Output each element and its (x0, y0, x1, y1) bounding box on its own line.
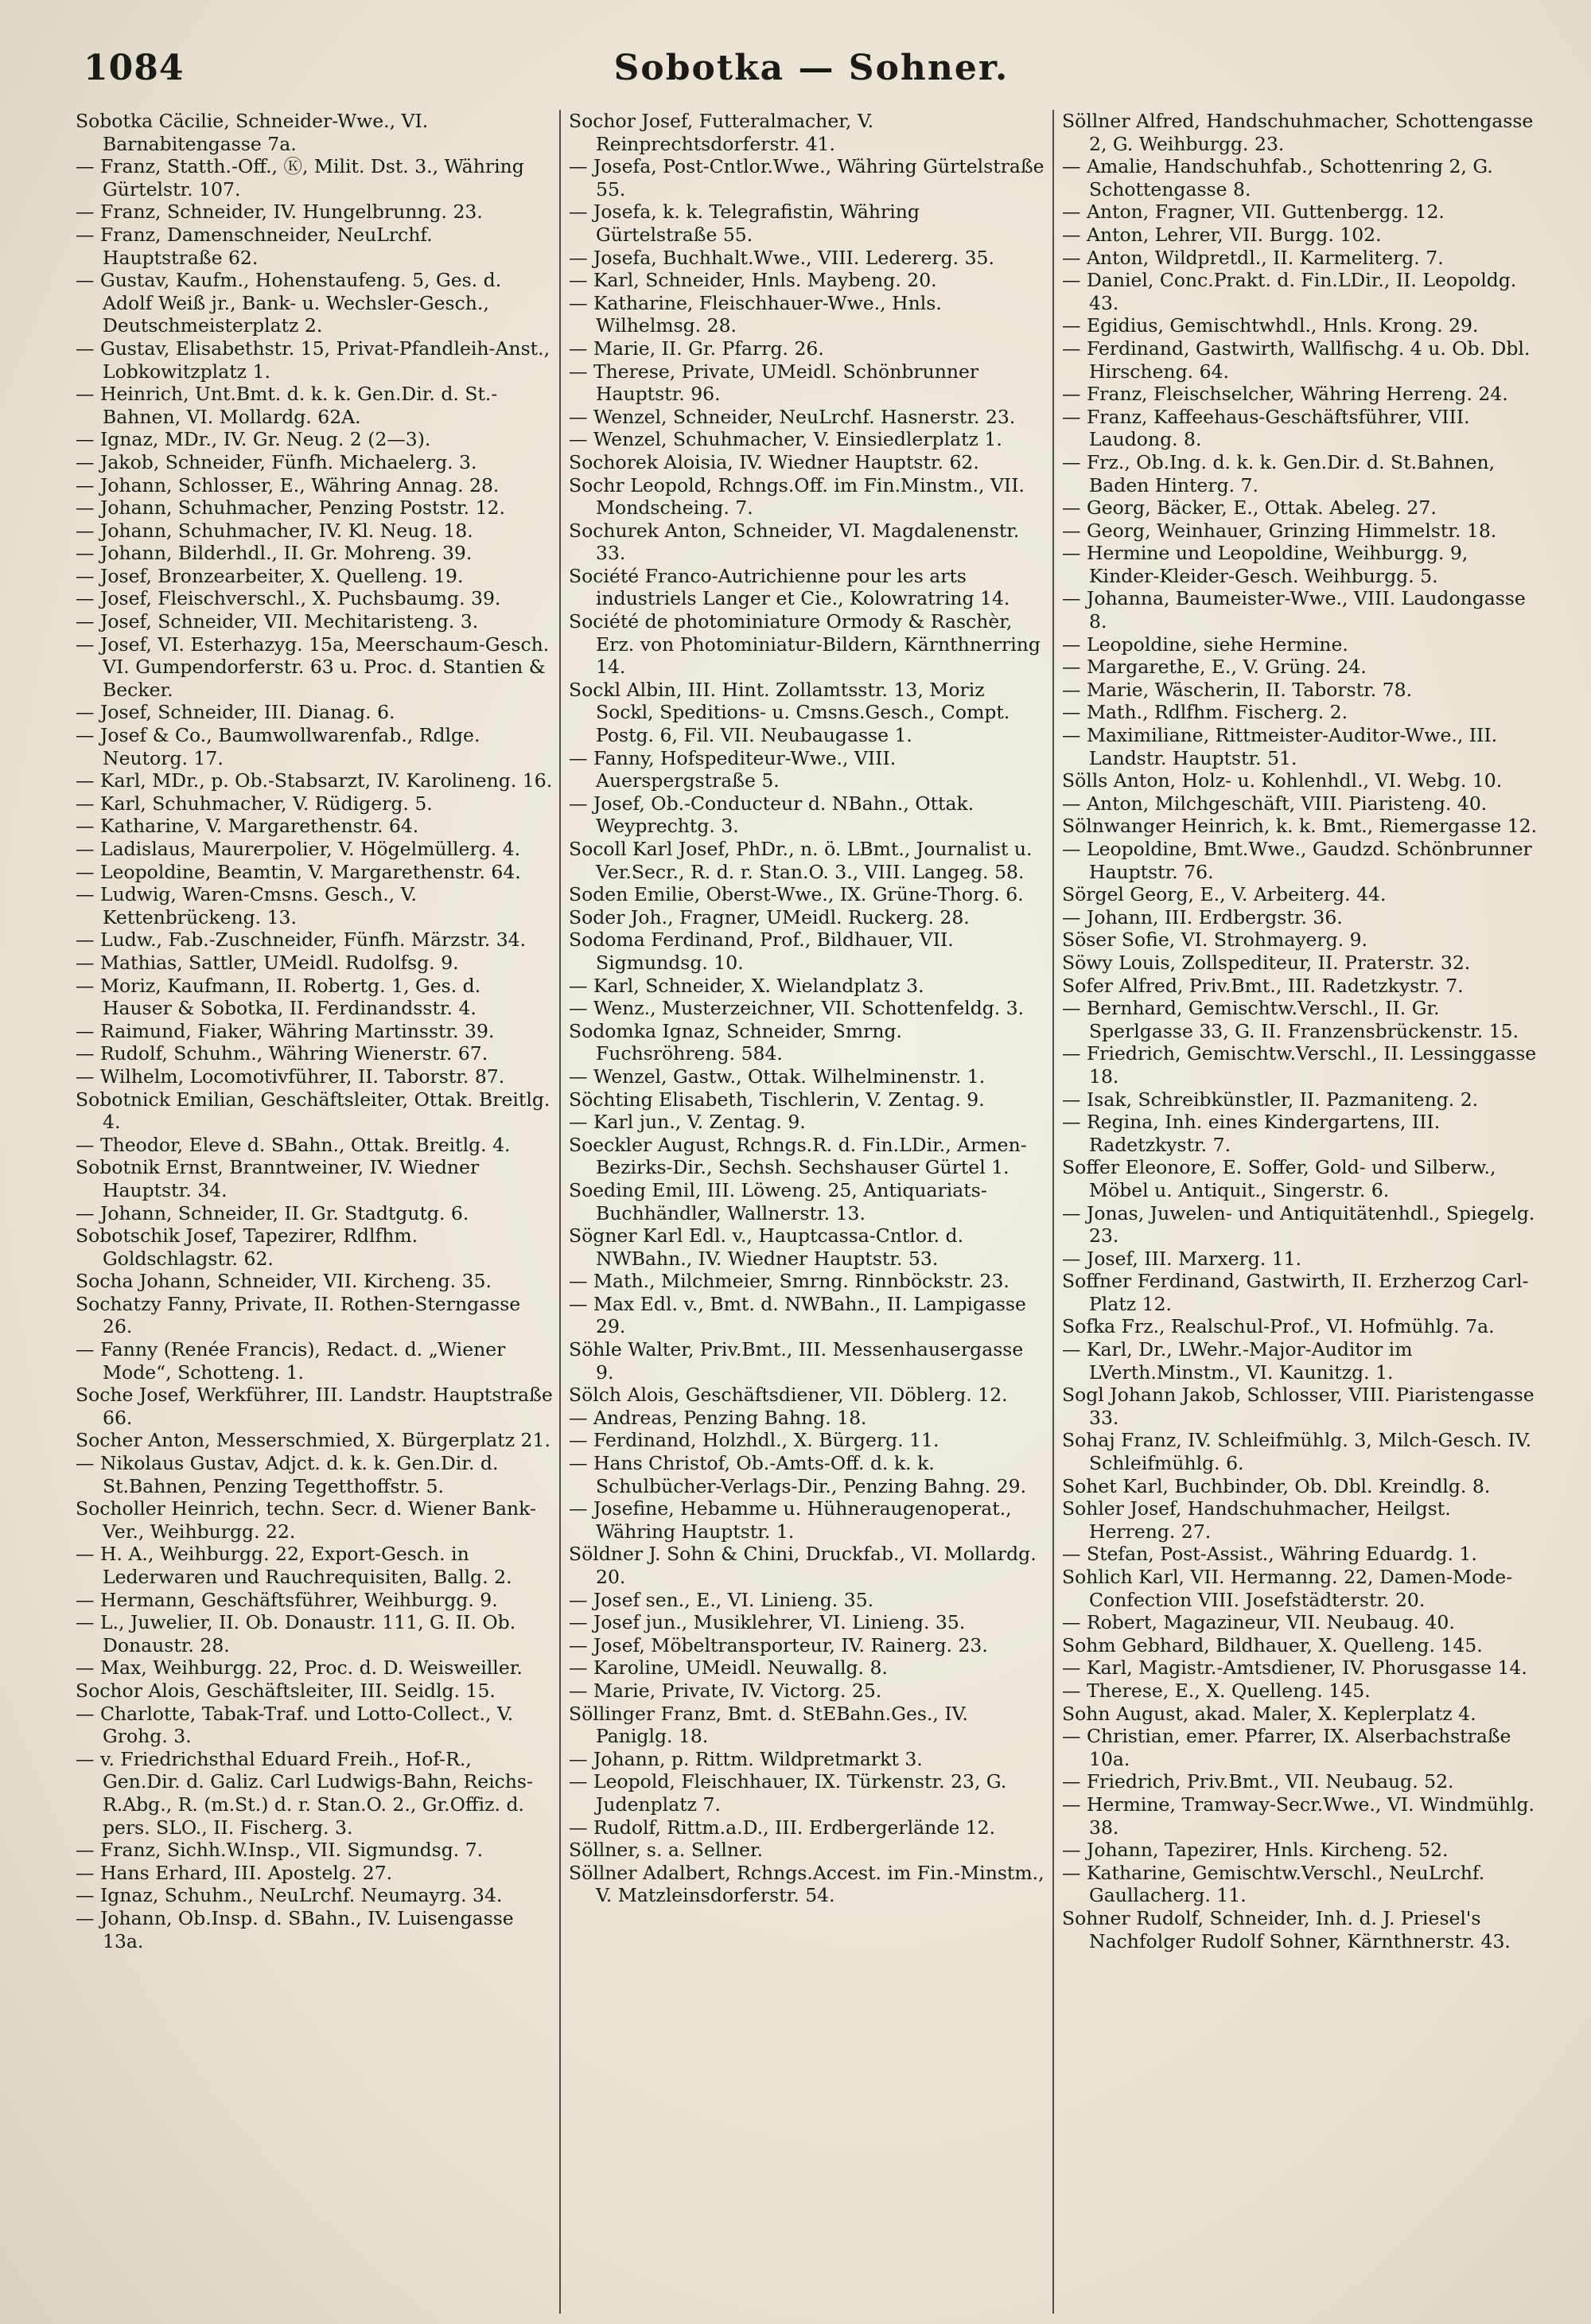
directory-entry: — Johann, Schuhmacher, IV. Kl. Neug. 18. (76, 519, 473, 542)
directory-entry: — Ludw., Fab.-Zuschneider, Fünfh. Märzstr. 34. (76, 928, 527, 952)
directory-entry: Soffner Ferdinand, Gastwirth, II. Erzherzog Carl-Platz 12. (1062, 1270, 1529, 1315)
column-3 (1062, 110, 1539, 2314)
directory-entry: — v. Friedrichsthal Eduard Freih., Hof-R., Gen.Dir. d. Galiz. Carl Ludwigs-Bahn, Reichs-R.Abg., R. (m.St.) d. r. Stan.O. 2., Gr.Offiz. d. pers. SLO., II. Fischerg. 3. (76, 1747, 533, 1839)
directory-entry: Sochurek Anton, Schneider, VI. Magdalenenstr. 33. (569, 519, 1020, 565)
directory-entry: Sohner Rudolf, Schneider, Inh. d. J. Priesel's Nachfolger Rudolf Sohner, Kärnthnerstr. 43. (1062, 1906, 1511, 1952)
directory-entry: — Johann, Ob.Insp. d. SBahn., IV. Luisengasse 13a. (76, 1906, 514, 1952)
directory-entry: — Andreas, Penzing Bahng. 18. (569, 1406, 867, 1429)
directory-entry: — Ludwig, Waren-Cmsns. Gesch., V. Kettenbrückeng. 13. (76, 883, 417, 928)
directory-entry: — Rudolf, Schuhm., Währing Wienerstr. 67. (76, 1042, 488, 1065)
directory-entry: — Josefa, k. k. Telegrafistin, Währing Gürtelstraße 55. (569, 200, 920, 246)
directory-entry: — Jonas, Juwelen- und Antiquitätenhdl., Spiegelg. 23. (1062, 1201, 1535, 1248)
directory-entry: — Johann, Schlosser, E., Währing Annag. 28. (76, 473, 500, 496)
column-divider (1052, 110, 1054, 2314)
directory-entry: — Johann, p. Rittm. Wildpretmarkt 3. (569, 1747, 923, 1770)
directory-entry: Société de photominiature Ormody & Raschèr, Erz. von Photominiatur-Bildern, Kärnthnerring 14. (569, 610, 1041, 679)
directory-entry: — Wenzel, Schuhmacher, V. Einsiedlerplatz 1. (569, 428, 1002, 451)
directory-entry: Söldner J. Sohn & Chini, Druckfab., VI. Mollardg. 20. (569, 1543, 1037, 1588)
directory-entry: Söchting Elisabeth, Tischlerin, V. Zentag. 9. (569, 1088, 985, 1111)
directory-entry: Sohn August, akad. Maler, X. Keplerplatz 4. (1062, 1702, 1476, 1725)
directory-entry: — Gustav, Kaufm., Hohenstaufeng. 5, Ges. d. Adolf Weiß jr., Bank- u. Wechsler-Gesch., Deutschmeisterplatz 2. (76, 269, 502, 337)
directory-entry: — Charlotte, Tabak-Traf. und Lotto-Collect., V. Grohg. 3. (76, 1702, 514, 1748)
directory-entry: — Josefa, Buchhalt.Wwe., VIII. Ledererg. 35. (569, 246, 994, 269)
directory-entry: — Wilhelm, Locomotivführer, II. Taborstr. 87. (76, 1065, 505, 1088)
directory-entry: — Josefa, Post-Cntlor.Wwe., Währing Gürtelstraße 55. (569, 155, 1044, 200)
directory-entry: — Daniel, Conc.Prakt. d. Fin.LDir., II. Leopoldg. 43. (1062, 269, 1517, 314)
directory-entry: — Georg, Weinhauer, Grinzing Himmelstr. 18. (1062, 519, 1497, 542)
directory-entry: — Leopoldine, Bmt.Wwe., Gaudzd. Schönbrunner Hauptstr. 76. (1062, 838, 1532, 883)
directory-entry: — Leopoldine, Beamtin, V. Margarethenstr. 64. (76, 860, 521, 883)
page-header (84, 48, 1539, 103)
directory-entry: — Stefan, Post-Assist., Währing Eduardg. 1. (1062, 1543, 1477, 1566)
directory-entry: — Karl, Dr., LWehr.-Major-Auditor im LVerth.Minstm., VI. Kaunitzg. 1. (1062, 1338, 1413, 1384)
directory-entry: Sölch Alois, Geschäftsdiener, VII. Döblerg. 12. (569, 1384, 1008, 1407)
directory-entry: — Hans Christof, Ob.-Amts-Off. d. k. k. Schulbücher-Verlags-Dir., Penzing Bahng. 29. (569, 1452, 1027, 1497)
directory-entry: Sölls Anton, Holz- u. Kohlenhdl., VI. Webg. 10. (1062, 769, 1503, 792)
directory-entry: — Katharine, Gemischtw.Verschl., NeuLrchf. Gaullacherg. 11. (1062, 1861, 1485, 1907)
directory-entry: — Margarethe, E., V. Grüng. 24. (1062, 656, 1367, 679)
directory-entry: — Hermine, Tramway-Secr.Wwe., VI. Windmühlg. 38. (1062, 1793, 1535, 1839)
directory-entry: Socoll Karl Josef, PhDr., n. ö. LBmt., Journalist u. Ver.Secr., R. d. r. Stan.O. 3., VIII. Langeg. 58. (569, 838, 1033, 883)
directory-entry: — Josef & Co., Baumwollwarenfab., Rdlge. Neutorg. 17. (76, 724, 480, 769)
directory-entry: Société Franco-Autrichienne pour les arts industriels Langer et Cie., Kolowratring 14. (569, 564, 1010, 610)
directory-entry: — Therese, Private, UMeidl. Schönbrunner Hauptstr. 96. (569, 360, 979, 406)
directory-entry: Sochr Leopold, Rchngs.Off. im Fin.Minstm., VII. Mondscheing. 7. (569, 473, 1025, 520)
directory-entry: — Karl, Schuhmacher, V. Rüdigerg. 5. (76, 792, 433, 815)
directory-entry: Söhle Walter, Priv.Bmt., III. Messenhausergasse 9. (569, 1338, 1024, 1384)
directory-entry: — Josef jun., Musiklehrer, VI. Linieng. 35. (569, 1611, 966, 1634)
directory-entry: — Math., Milchmeier, Smrng. Rinnböckstr. 23. (569, 1270, 1009, 1293)
directory-entry: Söllner Adalbert, Rchngs.Accest. im Fin.-Minstm., V. Matzleinsdorferstr. 54. (569, 1861, 1044, 1907)
directory-entry: — Hans Erhard, III. Apostelg. 27. (76, 1861, 393, 1884)
directory-entry: — Max Edl. v., Bmt. d. NWBahn., II. Lampigasse 29. (569, 1292, 1026, 1338)
directory-entry: — Georg, Bäcker, E., Ottak. Abeleg. 27. (1062, 496, 1437, 520)
directory-entry: Söwy Louis, Zollspediteur, II. Praterstr. 32. (1062, 951, 1471, 974)
directory-entry: — Max, Weihburgg. 22, Proc. d. D. Weisweiller. (76, 1656, 523, 1680)
directory-entry: — Ladislaus, Maurerpolier, V. Högelmüllerg. 4. (76, 838, 521, 860)
directory-entry: — Karl, MDr., p. Ob.-Stabsarzt, IV. Karolineng. 16. (76, 769, 553, 792)
directory-entry: Söllinger Franz, Bmt. d. StEBahn.Ges., IV. Paniglg. 18. (569, 1702, 968, 1748)
page-title: Sobotka — Sohner. (613, 48, 1009, 88)
column-divider (559, 110, 561, 2314)
directory-entry: Sohm Gebhard, Bildhauer, X. Quelleng. 145. (1062, 1633, 1483, 1656)
directory-entry: Sohaj Franz, IV. Schleifmühlg. 3, Milch-Gesch. IV. Schleifmühlg. 6. (1062, 1429, 1532, 1475)
directory-entry: Söllner Alfred, Handschuhmacher, Schottengasse 2, G. Weihburgg. 23. (1062, 110, 1534, 155)
directory-entry: Soden Emilie, Oberst-Wwe., IX. Grüne-Thorg. 6. (569, 883, 1024, 906)
directory-entry: — Wenzel, Gastw., Ottak. Wilhelminenstr. 1. (569, 1065, 986, 1088)
directory-entry: — Josef sen., E., VI. Linieng. 35. (569, 1588, 874, 1611)
directory-entry: — Ferdinand, Holzhdl., X. Bürgerg. 11. (569, 1429, 939, 1452)
directory-entry: — Nikolaus Gustav, Adjct. d. k. k. Gen.Dir. d. St.Bahnen, Penzing Tegetthoffstr. 5. (76, 1452, 499, 1497)
directory-entry: Sohler Josef, Handschuhmacher, Heilgst. Herreng. 27. (1062, 1497, 1451, 1543)
directory-entry: — L., Juwelier, II. Ob. Donaustr. 111, G. II. Ob. Donaustr. 28. (76, 1611, 516, 1656)
directory-entry: — Marie, Wäscherin, II. Taborstr. 78. (1062, 678, 1413, 701)
directory-entry: — Hermann, Geschäftsführer, Weihburgg. 9. (76, 1588, 498, 1611)
directory-entry: — Anton, Lehrer, VII. Burgg. 102. (1062, 223, 1382, 246)
directory-entry: — Karl, Schneider, Hnls. Maybeng. 20. (569, 269, 937, 292)
directory-entry: Sodomka Ignaz, Schneider, Smrng. Fuchsröhreng. 584. (569, 1019, 902, 1065)
directory-entry: Sobotnick Emilian, Geschäftsleiter, Ottak. Breitlg. 4. (76, 1088, 550, 1134)
directory-entry: — Josef, Ob.-Conducteur d. NBahn., Ottak. Weyprechtg. 3. (569, 792, 974, 838)
directory-entry: — Theodor, Eleve d. SBahn., Ottak. Breitlg. 4. (76, 1133, 511, 1156)
directory-entry: — Anton, Milchgeschäft, VIII. Piaristeng. 40. (1062, 792, 1488, 815)
directory-entry: — Karoline, UMeidl. Neuwallg. 8. (569, 1656, 888, 1680)
directory-entry: Sochatzy Fanny, Private, II. Rothen-Sterngasse 26. (76, 1292, 521, 1338)
directory-entry: — Raimund, Fiaker, Währing Martinsstr. 39. (76, 1019, 495, 1042)
directory-entry: Sohet Karl, Buchbinder, Ob. Dbl. Kreindlg. 8. (1062, 1474, 1491, 1497)
directory-entry: — Wenzel, Schneider, NeuLrchf. Hasnerstr. 23. (569, 405, 1016, 428)
directory-entry: Sögner Karl Edl. v., Hauptcassa-Cntlor. d. NWBahn., IV. Wiedner Hauptstr. 53. (569, 1224, 964, 1270)
directory-entry: Sogl Johann Jakob, Schlosser, VIII. Piaristengasse 33. (1062, 1384, 1535, 1429)
directory-entry: Sockl Albin, III. Hint. Zollamtsstr. 13, Moriz Sockl, Speditions- u. Cmsns.Gesch., Compt. Postg. 6, Fil. VII. Neubaugasse 1. (569, 678, 1010, 747)
directory-entry: — Josef, Möbeltransporteur, IV. Rainerg. 23. (569, 1633, 988, 1656)
directory-entry: Soeding Emil, III. Löweng. 25, Antiquariats-Buchhändler, Wallnerstr. 13. (569, 1178, 987, 1224)
directory-entry: Soder Joh., Fragner, UMeidl. Ruckerg. 28. (569, 905, 970, 928)
directory-entry: — Jakob, Schneider, Fünfh. Michaelerg. 3. (76, 450, 477, 473)
directory-entry: — Hermine und Leopoldine, Weihburgg. 9, Kinder-Kleider-Gesch. Weihburgg. 5. (1062, 542, 1468, 587)
directory-entry: Sochor Alois, Geschäftsleiter, III. Seidlg. 15. (76, 1679, 496, 1702)
directory-entry: — Rudolf, Rittm.a.D., III. Erdbergerlände 12. (569, 1816, 996, 1839)
directory-entry: — Isak, Schreibkünstler, II. Pazmaniteng. 2. (1062, 1088, 1479, 1111)
directory-entry: — Anton, Wildpretdl., II. Karmeliterg. 7. (1062, 246, 1444, 269)
directory-entry: — Katharine, V. Margarethenstr. 64. (76, 815, 419, 838)
directory-entry: — Moriz, Kaufmann, II. Robertg. 1, Ges. d. Hauser & Sobotka, II. Ferdinandsstr. 4. (76, 974, 481, 1020)
directory-entry: — Egidius, Gemischtwhdl., Hnls. Krong. 29. (1062, 314, 1479, 337)
directory-entry: — Mathias, Sattler, UMeidl. Rudolfsg. 9. (76, 951, 459, 974)
directory-entry: — H. A., Weihburgg. 22, Export-Gesch. in Lederwaren und Rauchrequisiten, Ballg. 2. (76, 1543, 512, 1588)
directory-entry: — Leopoldine, siehe Hermine. (1062, 633, 1348, 656)
directory-entry: Sobotschik Josef, Tapezirer, Rdlfhm. Goldschlagstr. 62. (76, 1224, 418, 1270)
directory-entry: — Karl, Schneider, X. Wielandplatz 3. (569, 974, 924, 997)
directory-entry: Soffer Eleonore, E. Soffer, Gold- und Silberw., Möbel u. Antiquit., Singerstr. 6. (1062, 1156, 1496, 1201)
directory-entry: — Franz, Statth.-Off., Ⓚ, Milit. Dst. 3., Währing Gürtelstr. 107. (76, 155, 524, 200)
directory-entry: — Josef, Schneider, VII. Mechitaristeng. 3. (76, 610, 479, 633)
directory-entry: — Franz, Damenschneider, NeuLrchf. Hauptstraße 62. (76, 223, 433, 269)
directory-entry: — Johann, Schneider, II. Gr. Stadtgutg. 6. (76, 1201, 469, 1224)
directory-entry: — Anton, Fragner, VII. Guttenbergg. 12. (1062, 200, 1445, 224)
directory-entry: — Robert, Magazineur, VII. Neubaug. 40. (1062, 1611, 1455, 1634)
directory-entry: — Franz, Sichh.W.Insp., VII. Sigmundsg. 7. (76, 1839, 484, 1862)
directory-entry: — Bernhard, Gemischtw.Verschl., II. Gr. Sperlgasse 33, G. II. Franzensbrückenstr. 15. (1062, 997, 1519, 1042)
directory-entry: — Franz, Schneider, IV. Hungelbrunng. 23. (76, 200, 483, 224)
directory-entry: — Johanna, Baumeister-Wwe., VIII. Laudongasse 8. (1062, 587, 1526, 633)
directory-entry: — Heinrich, Unt.Bmt. d. k. k. Gen.Dir. d. St.-Bahnen, VI. Mollardg. 62A. (76, 383, 498, 428)
directory-entry: — Josef, Schneider, III. Dianag. 6. (76, 701, 395, 724)
directory-entry: — Maximiliane, Rittmeister-Auditor-Wwe., III. Landstr. Hauptstr. 51. (1062, 724, 1498, 769)
directory-entry: Sobotka Cäcilie, Schneider-Wwe., VI. Barnabitengasse 7a. (76, 110, 429, 155)
directory-entry: Sohlich Karl, VII. Hermanng. 22, Damen-Mode-Confection VIII. Josefstädterstr. 20. (1062, 1566, 1513, 1611)
directory-entry: Söllner, s. a. Sellner. (569, 1839, 764, 1862)
directory-entry: Söser Sofie, VI. Strohmayerg. 9. (1062, 928, 1368, 952)
directory-entry: Sölnwanger Heinrich, k. k. Bmt., Riemergasse 12. (1062, 815, 1538, 838)
directory-entry: Sörgel Georg, E., V. Arbeiterg. 44. (1062, 883, 1387, 906)
directory-entry: Socha Johann, Schneider, VII. Kircheng. 35. (76, 1270, 492, 1293)
directory-entry: — Katharine, Fleischhauer-Wwe., Hnls. Wilhelmsg. 28. (569, 291, 942, 337)
directory-entry: Sodoma Ferdinand, Prof., Bildhauer, VII. Sigmundsg. 10. (569, 928, 954, 974)
directory-entry: — Friedrich, Gemischtw.Verschl., II. Lessinggasse 18. (1062, 1042, 1537, 1088)
directory-entry: Sobotnik Ernst, Branntweiner, IV. Wiedner Hauptstr. 34. (76, 1156, 480, 1201)
directory-entry: Sofer Alfred, Priv.Bmt., III. Radetzkystr. 7. (1062, 974, 1464, 997)
directory-entry: — Friedrich, Priv.Bmt., VII. Neubaug. 52. (1062, 1770, 1454, 1793)
directory-entry: — Math., Rdlfhm. Fischerg. 2. (1062, 701, 1348, 724)
directory-entry: — Ignaz, MDr., IV. Gr. Neug. 2 (2—3). (76, 428, 431, 451)
page-number: 1084 (84, 48, 185, 88)
directory-entry: — Johann, III. Erdbergstr. 36. (1062, 905, 1343, 928)
directory-entry: — Franz, Fleischselcher, Währing Herreng. 24. (1062, 383, 1508, 406)
directory-entry: — Wenz., Musterzeichner, VII. Schottenfeldg. 3. (569, 997, 1025, 1020)
directory-entry: — Leopold, Fleischhauer, IX. Türkenstr. 23, G. Judenplatz 7. (569, 1770, 1007, 1816)
directory-entry: — Fanny, Hofspediteur-Wwe., VIII. Auerspergstraße 5. (569, 746, 897, 792)
directory-entry: — Josef, Bronzearbeiter, X. Quelleng. 19. (76, 564, 464, 587)
directory-entry: — Franz, Kaffeehaus-Geschäftsführer, VIII. Laudong. 8. (1062, 405, 1470, 451)
directory-entry: Soche Josef, Werkführer, III. Landstr. Hauptstraße 66. (76, 1384, 553, 1429)
directory-entry: — Ignaz, Schuhm., NeuLrchf. Neumayrg. 34. (76, 1884, 503, 1907)
directory-entry: — Josef, III. Marxerg. 11. (1062, 1247, 1302, 1270)
directory-entry: — Johann, Schuhmacher, Penzing Poststr. 12. (76, 496, 505, 520)
directory-entry: — Frz., Ob.Ing. d. k. k. Gen.Dir. d. St.Bahnen, Baden Hinterg. 7. (1062, 450, 1496, 496)
directory-entry: — Therese, E., X. Quelleng. 145. (1062, 1679, 1371, 1702)
directory-entry: — Josef, VI. Esterhazyg. 15a, Meerschaum-Gesch. VI. Gumpendorferstr. 63 u. Proc. d. Stantien & Becker. (76, 633, 550, 701)
directory-entry: — Ferdinand, Gastwirth, Wallfischg. 4 u. Ob. Dbl. Hirscheng. 64. (1062, 337, 1531, 383)
directory-entry: — Karl, Magistr.-Amtsdiener, IV. Phorusgasse 14. (1062, 1656, 1527, 1680)
entry-columns (76, 110, 1539, 2314)
directory-entry: — Josefine, Hebamme u. Hühneraugenoperat., Währing Hauptstr. 1. (569, 1497, 1012, 1543)
directory-entry: Sochorek Aloisia, IV. Wiedner Hauptstr. 62. (569, 450, 979, 473)
directory-entry: — Regina, Inh. eines Kindergartens, III. Radetzkystr. 7. (1062, 1111, 1441, 1156)
directory-entry: Sochor Josef, Futteralmacher, V. Reinprechtsdorferstr. 41. (569, 110, 874, 155)
directory-entry: — Marie, Private, IV. Victorg. 25. (569, 1679, 882, 1702)
directory-entry: — Marie, II. Gr. Pfarrg. 26. (569, 337, 824, 360)
directory-entry: Sofka Frz., Realschul-Prof., VI. Hofmühlg. 7a. (1062, 1315, 1495, 1338)
directory-entry: — Amalie, Handschuhfab., Schottenring 2, G. Schottengasse 8. (1062, 155, 1493, 200)
directory-entry: — Karl jun., V. Zentag. 9. (569, 1111, 806, 1134)
directory-entry: — Christian, emer. Pfarrer, IX. Alserbachstraße 10a. (1062, 1725, 1511, 1770)
directory-entry: — Johann, Tapezirer, Hnls. Kircheng. 52. (1062, 1839, 1449, 1862)
directory-entry: — Fanny (Renée Francis), Redact. d. „Wiener Mode“, Schotteng. 1. (76, 1338, 506, 1384)
column-2 (569, 110, 1046, 2314)
directory-entry: Socholler Heinrich, techn. Secr. d. Wiener Bank-Ver., Weihburgg. 22. (76, 1497, 536, 1543)
directory-entry: — Johann, Bilderhdl., II. Gr. Mohreng. 39. (76, 542, 473, 565)
directory-entry: — Josef, Fleischverschl., X. Puchsbaumg. 39. (76, 587, 501, 610)
directory-entry: Socher Anton, Messerschmied, X. Bürgerplatz 21. (76, 1429, 550, 1452)
column-1 (76, 110, 553, 2314)
directory-entry: Soeckler August, Rchngs.R. d. Fin.LDir., Armen-Bezirks-Dir., Sechsh. Sechshauser Gürtel 1. (569, 1133, 1027, 1179)
directory-entry: — Gustav, Elisabethstr. 15, Privat-Pfandleih-Anst., Lobkowitzplatz 1. (76, 337, 550, 383)
